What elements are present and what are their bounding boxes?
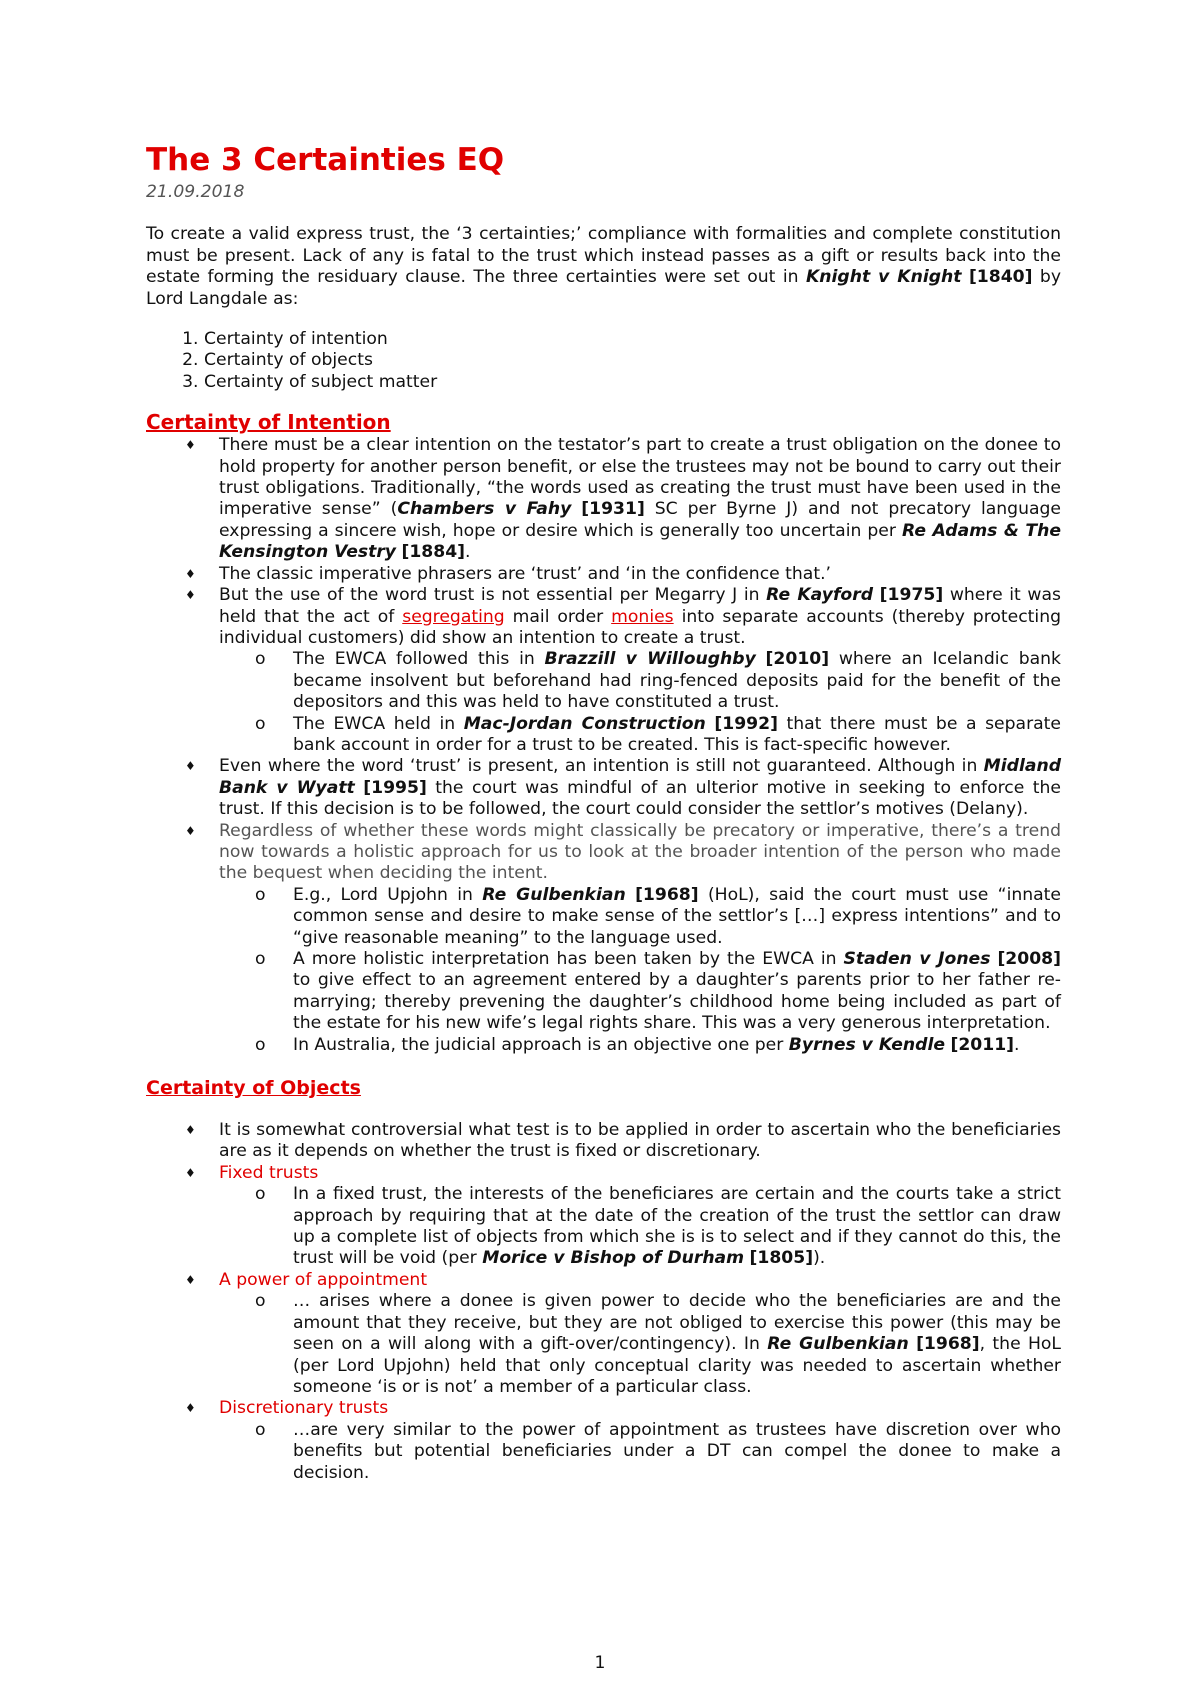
case-year: [1884] bbox=[401, 542, 466, 563]
subheading-fixed-trusts: Fixed trusts bbox=[219, 1162, 319, 1183]
subheading-discretionary-trusts: Discretionary trusts bbox=[219, 1398, 389, 1419]
bullet-item: ♦ The classic imperative phrasers are ‘trust’ and ‘in the confidence that.’ bbox=[185, 563, 832, 584]
list-item: 3. Certainty of subject matter bbox=[204, 372, 1061, 393]
case-name: Chambers v Fahy bbox=[397, 499, 572, 520]
case-name: Re Kayford bbox=[766, 585, 874, 606]
spellcheck-word: monies bbox=[611, 606, 674, 627]
case-year: [2008] bbox=[997, 949, 1061, 969]
diamond-bullet-icon: ♦ bbox=[185, 759, 196, 774]
case-year: [1968] bbox=[635, 884, 699, 905]
circle-bullet-icon: o bbox=[255, 1419, 266, 1440]
circle-bullet-icon: o bbox=[255, 949, 266, 969]
bullet-item: ♦ It is somewhat controversial what test is to be applied in order to ascertain who the beneficiaries are as it depends on whether the trust is fixed or discretionary. bbox=[185, 1120, 1061, 1162]
case-name: Staden v Jones bbox=[843, 949, 991, 969]
case-year: [1931] bbox=[581, 499, 645, 520]
sub-bullet-item: o The EWCA held in Mac-Jordan Construction [1992] that there must be a separate bank account in order for a trust to be created. This is fact-specific however. bbox=[255, 713, 1061, 755]
circle-bullet-icon: o bbox=[255, 1034, 266, 1055]
circle-bullet-icon: o bbox=[255, 1291, 266, 1312]
sub-bullets bbox=[219, 1184, 1061, 1270]
bullet-item: ♦ Even where the word ‘trust’ is present, an intention is still not guaranteed. Although in Midland Bank v Wyatt [1995] the court was mindful of an ulterior motive in seeking to enforce the trust. If this decision is to be followed, the court could consider the settlor’s motives (Delany). bbox=[185, 756, 1061, 820]
bullet-item: ♦ Regardless of whether these words might classically be precatory or imperative, there’s a trend now towards a holistic approach for us to look at the broader intention of the person who made the bequest when deciding the intent. o E.g., Lord Upjohn in Re Gulbenkian [1968] (HoL), said the court must use “innate common sense and desire to make sense of the settlor’s […] express intentions” and to “give reasonable meaning” to the language used. o A more holistic interpretation has been taken by the EWCA in Staden v Jones [2008] to give effect to an agreement entered by a daughter’s parents prior to her father re-marrying; thereby prevening the daughter’s childhood home being included as part of the estate for his new wife’s legal rights share. This was a very generous interpretation. o In Australia, the judicial approach is an objective one per Byrnes v Kendle [2011]. bbox=[185, 820, 1061, 1055]
subheading-power-of-appointment: A power of appointment bbox=[219, 1269, 428, 1290]
diamond-bullet-icon: ♦ bbox=[185, 823, 196, 838]
sub-bullet-item: o In Australia, the judicial approach is an objective one per Byrnes v Kendle [2011]. bbox=[255, 1034, 1020, 1055]
sub-bullet-item: o In a fixed trust, the interests of the beneficiares are certain and the courts take a strict approach by requiring that at the date of the creation of the trust the settlor can draw up a complete list of objects from which she is is to select and if they cannot do this, the trust will be void (per Morice v Bishop of Durham [1805]). bbox=[255, 1184, 1061, 1269]
diamond-bullet-icon: ♦ bbox=[185, 1123, 196, 1138]
intro-paragraph: To create a valid express trust, the ‘3 certainties;’ compliance with formalities and complete constitution must be present. Lack of any is fatal to the trust which instead passes as a gift or results back into the estate forming the residuary clause. The three certainties were set out in Knight v Knight [1840] by Lord Langdale as: bbox=[146, 224, 1062, 309]
bullet-item bbox=[185, 1269, 1061, 1398]
circle-bullet-icon: o bbox=[255, 649, 266, 670]
page-number: 1 bbox=[594, 1653, 606, 1673]
case-year: [1968] bbox=[916, 1334, 980, 1355]
sub-bullet-item: o The EWCA followed this in Brazzill v Willoughby [2010] where an Icelandic bank became insolvent but beforehand had ring-fenced deposits paid for the benefit of the depositors and this was held to have constituted a trust. bbox=[255, 649, 1061, 713]
sub-bullets bbox=[219, 1291, 1061, 1398]
document-body bbox=[146, 140, 1061, 1484]
section-heading-intention: Certainty of Intention bbox=[146, 410, 391, 435]
circle-bullet-icon: o bbox=[255, 713, 266, 734]
list-item: 1. Certainty of intention bbox=[204, 329, 1061, 350]
case-name: Re Adams & The Kensington Vestry bbox=[219, 520, 1061, 563]
case-name: Byrnes v Kendle bbox=[788, 1034, 945, 1055]
diamond-bullet-icon: ♦ bbox=[185, 588, 196, 603]
diamond-bullet-icon: ♦ bbox=[185, 1165, 196, 1180]
bullet-item bbox=[185, 1162, 1061, 1270]
case-year: [2011] bbox=[950, 1034, 1015, 1055]
case-year: [1995] bbox=[363, 777, 427, 798]
diamond-bullet-icon: ♦ bbox=[185, 438, 196, 453]
sub-bullets bbox=[219, 885, 1061, 1056]
case-name: Morice v Bishop of Durham bbox=[482, 1248, 745, 1269]
case-name: Knight v Knight bbox=[805, 267, 962, 288]
diamond-bullet-icon: ♦ bbox=[185, 566, 196, 581]
case-year: [1840] bbox=[968, 267, 1033, 288]
bullet-item: ♦ But the use of the word trust is not essential per Megarry J in Re Kayford [1975] where it was held that the act of segregating mail order monies into separate accounts (thereby protecting individual customers) did show an intention to create a trust. o The EWCA followed this in Brazzill v Willoughby [2010] where an Icelandic bank became insolvent but beforehand had ring-fenced deposits paid for the benefit of the depositors and this was held to have constituted a trust. o The EWCA held in Mac-Jordan Construction [1992] that there must be a separate bank account in order for a trust to be created. This is fact-specific however. bbox=[185, 585, 1061, 755]
sub-bullets bbox=[219, 1420, 1061, 1484]
spellcheck-word: segregating bbox=[402, 606, 505, 627]
sub-bullet-item: o E.g., Lord Upjohn in Re Gulbenkian [1968] (HoL), said the court must use “innate common sense and desire to make sense of the settlor’s […] express intentions” and to “give reasonable meaning” to the language used. bbox=[255, 884, 1061, 948]
bullet-item: ♦ There must be a clear intention on the testator’s part to create a trust obligation on the donee to hold property for another person benefit, or else the trustees may not be bound to carry out their trust obligations. Traditionally, “the words used as creating the trust must have been used in the imperative sense” (Chambers v Fahy [1931] SC per Byrne J) and not precatory language expressing a sincere wish, hope or desire which is generally too uncertain per Re Adams & The Kensington Vestry [1884]. bbox=[185, 435, 1061, 563]
objects-bullets bbox=[146, 1120, 1061, 1484]
document-date: 21.09.2018 bbox=[146, 182, 245, 202]
bullet-item bbox=[185, 1398, 1061, 1484]
case-name: Re Gulbenkian bbox=[482, 884, 626, 905]
intention-bullets bbox=[146, 435, 1061, 1056]
list-item: 2. Certainty of objects bbox=[204, 350, 1061, 371]
sub-bullet-item: o … arises where a donee is given power to decide who the beneficiaries are and the amount that they receive, but they are not obliged to exercise this power (this may be seen on a will along with a gift-over/contingency). In Re Gulbenkian [1968], the HoL (per Lord Upjohn) held that only conceptual clarity was needed to ascertain whether someone ‘is or is not’ a member of a particular class. bbox=[255, 1291, 1061, 1397]
diamond-bullet-icon: ♦ bbox=[185, 1401, 196, 1416]
case-year: [1975] bbox=[879, 585, 944, 606]
case-name: Re Gulbenkian bbox=[767, 1334, 909, 1355]
section-heading-objects: Certainty of Objects bbox=[146, 1077, 361, 1100]
diamond-bullet-icon: ♦ bbox=[185, 1272, 196, 1287]
case-name: Mac-Jordan Construction bbox=[463, 713, 706, 734]
case-year: [1992] bbox=[714, 713, 778, 734]
circle-bullet-icon: o bbox=[255, 1184, 266, 1205]
sub-bullet-item: o A more holistic interpretation has been taken by the EWCA in Staden v Jones [2008] to give effect to an agreement entered by a daughter’s parents prior to her father re-marrying; thereby prevening the daughter’s childhood home being included as part of the estate for his new wife’s legal rights share. This was a very generous interpretation. bbox=[255, 949, 1061, 1034]
case-year: [2010] bbox=[765, 649, 830, 670]
case-name: Brazzill v Willoughby bbox=[544, 649, 756, 670]
sub-bullets bbox=[219, 649, 1061, 756]
certainties-list bbox=[146, 329, 1061, 393]
document-title: The 3 Certainties EQ bbox=[146, 142, 505, 178]
case-year: [1805] bbox=[749, 1248, 814, 1269]
sub-bullet-item: o …are very similar to the power of appointment as trustees have discretion over who benefits but potential beneficiaries under a DT can compel the donee to make a decision. bbox=[255, 1419, 1061, 1483]
circle-bullet-icon: o bbox=[255, 884, 266, 905]
case-name: Midland Bank v Wyatt bbox=[219, 756, 1061, 798]
